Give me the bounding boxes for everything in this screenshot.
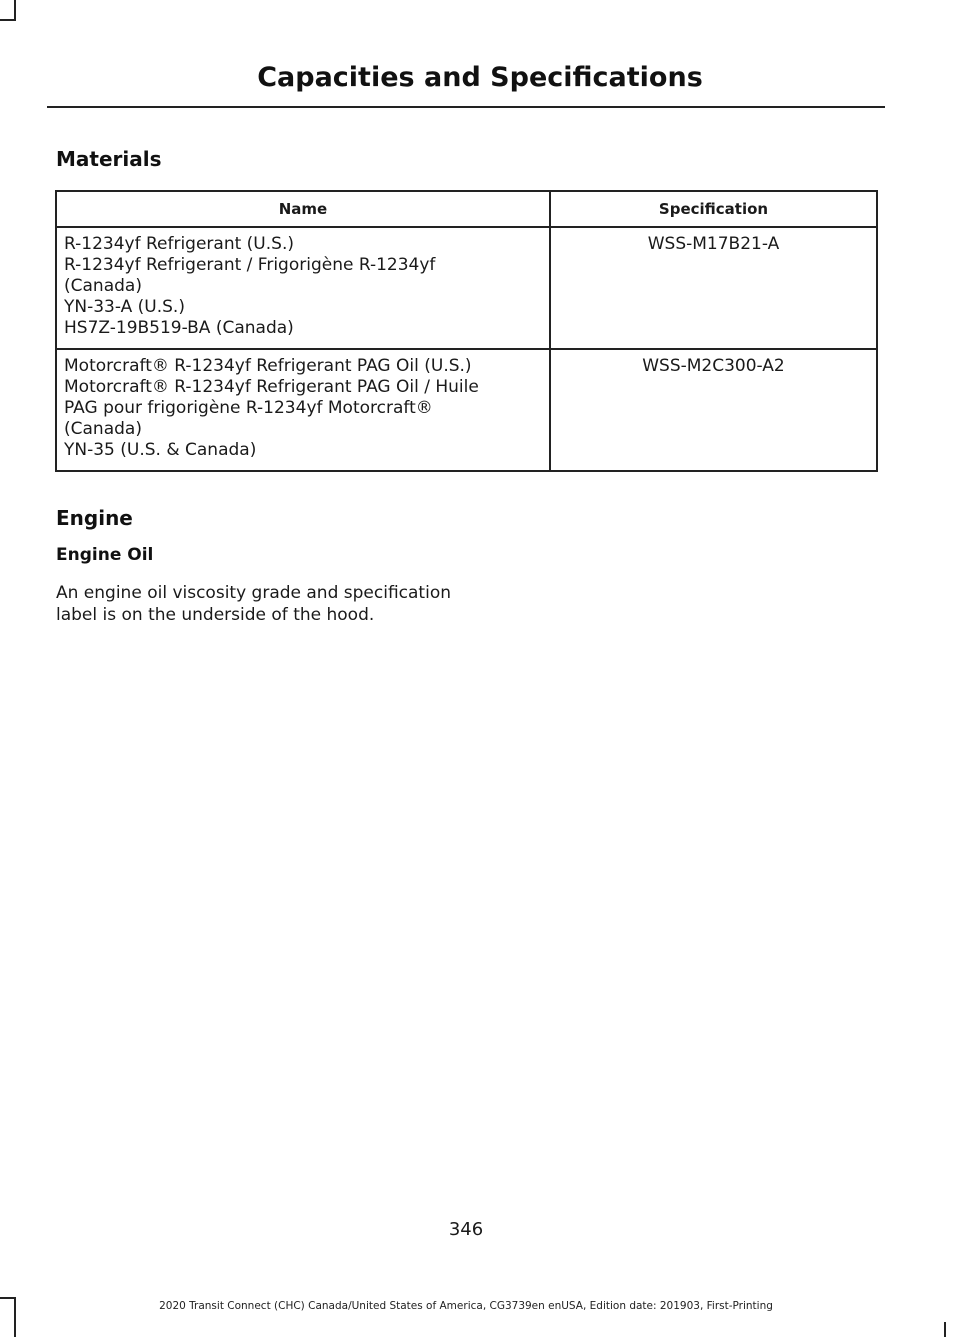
material-name-line: (Canada) bbox=[64, 419, 142, 439]
engine-oil-subheading: Engine Oil bbox=[56, 545, 154, 565]
table-row bbox=[56, 227, 877, 349]
material-name-line: Motorcraft® R-1234yf Refrigerant PAG Oil / Huile bbox=[64, 377, 479, 397]
material-name-cell bbox=[56, 349, 550, 471]
material-name-line: R-1234yf Refrigerant (U.S.) bbox=[64, 234, 294, 254]
engine-heading: Engine bbox=[56, 506, 133, 530]
table-row bbox=[56, 349, 877, 471]
material-name-line: Motorcraft® R-1234yf Refrigerant PAG Oil (U.S.) bbox=[64, 356, 472, 376]
material-name-line: (Canada) bbox=[64, 276, 142, 296]
material-name-line: HS7Z-19B519-BA (Canada) bbox=[64, 318, 294, 338]
edition-footer: 2020 Transit Connect (CHC) Canada/United States of America, CG3739en enUSA, Edition date: 201903, First-Printing bbox=[159, 1300, 773, 1312]
column-header-specification: Specification bbox=[550, 191, 877, 227]
material-name-line: R-1234yf Refrigerant / Frigorigène R-1234yf bbox=[64, 255, 436, 275]
material-name-cell bbox=[56, 227, 550, 349]
header-divider bbox=[47, 106, 885, 108]
column-header-name: Name bbox=[56, 191, 550, 227]
crop-mark-bottom-right-v bbox=[944, 1322, 946, 1337]
materials-table bbox=[55, 190, 878, 472]
engine-oil-paragraph: An engine oil viscosity grade and specification label is on the underside of the hood. bbox=[56, 583, 451, 625]
page-number: 346 bbox=[448, 1219, 484, 1240]
material-name-line: YN-33-A (U.S.) bbox=[64, 297, 185, 317]
material-name-line: PAG pour frigorigène R-1234yf Motorcraft® bbox=[64, 398, 433, 418]
crop-mark-top-left-h bbox=[0, 19, 16, 21]
material-name-line: YN-35 (U.S. & Canada) bbox=[64, 440, 257, 460]
specification-cell: WSS-M2C300-A2 bbox=[550, 349, 877, 471]
table-header-row bbox=[56, 191, 877, 227]
page-title: Capacities and Specifications bbox=[257, 62, 703, 93]
crop-mark-top-left-v bbox=[14, 0, 16, 20]
specification-cell: WSS-M17B21-A bbox=[550, 227, 877, 349]
materials-heading: Materials bbox=[56, 147, 162, 171]
crop-mark-bottom-left-h bbox=[0, 1297, 16, 1299]
